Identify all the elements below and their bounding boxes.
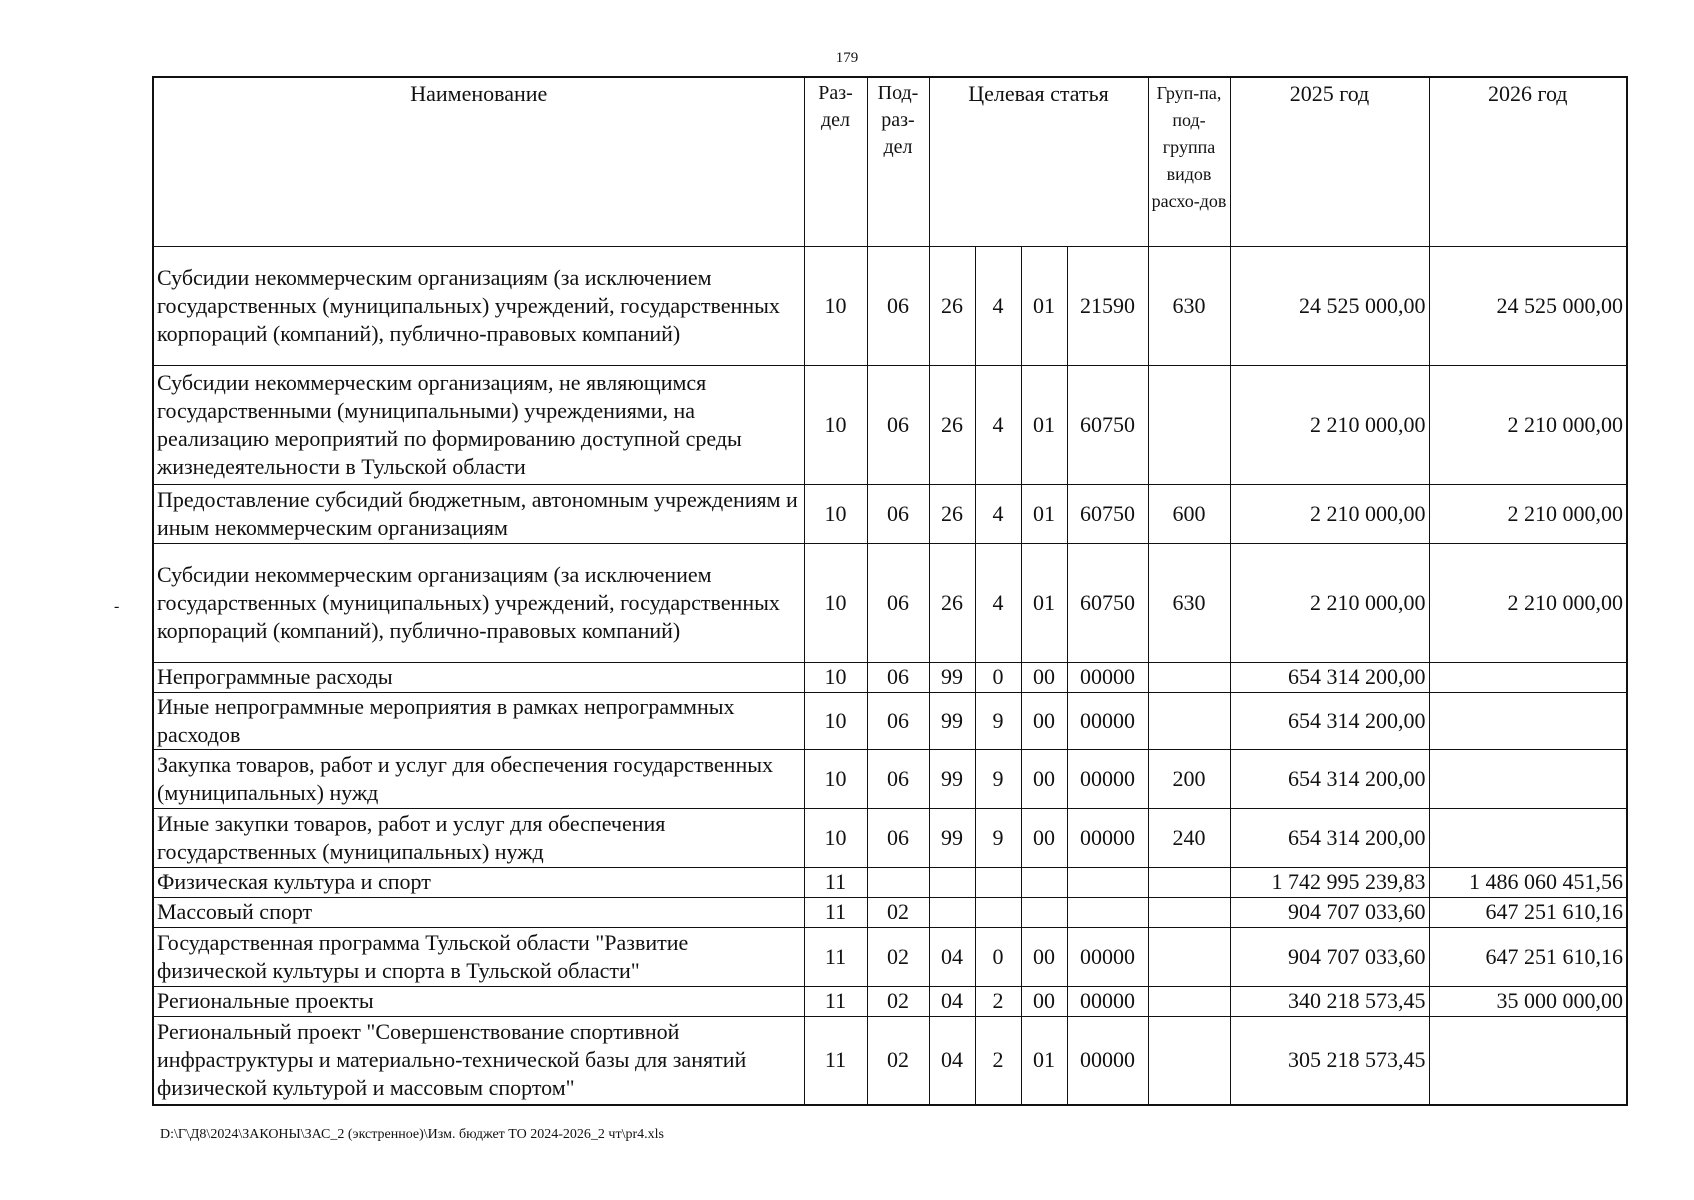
row-target-event: 00 — [1021, 927, 1067, 986]
row-name: Субсидии некоммерческим организациям (за исключением государственных (муниципальных) учреждений, государственных корпораций (компаний), публично-правовых компаний) — [153, 543, 804, 662]
row-amount-2026 — [1429, 749, 1627, 808]
row-target-subprogram: 9 — [975, 692, 1021, 749]
row-subsection: 06 — [867, 662, 929, 692]
row-section: 10 — [804, 662, 867, 692]
row-section: 11 — [804, 897, 867, 927]
row-target-subprogram: 2 — [975, 986, 1021, 1016]
header-row — [153, 77, 1627, 246]
page-number: 179 — [835, 50, 859, 66]
row-target-program — [929, 867, 975, 897]
budget-table — [152, 76, 1628, 1106]
row-target-program: 26 — [929, 246, 975, 365]
row-target-event: 00 — [1021, 692, 1067, 749]
row-target-event: 01 — [1021, 484, 1067, 543]
row-amount-2026 — [1429, 692, 1627, 749]
row-target-direction: 00000 — [1067, 749, 1148, 808]
row-target-event: 00 — [1021, 749, 1067, 808]
row-amount-2025: 654 314 200,00 — [1230, 692, 1429, 749]
row-target-program: 99 — [929, 662, 975, 692]
table-row — [153, 897, 1627, 927]
row-target-program — [929, 897, 975, 927]
row-name: Непрограммные расходы — [153, 662, 804, 692]
row-target-program: 04 — [929, 1016, 975, 1105]
row-amount-2025: 305 218 573,45 — [1230, 1016, 1429, 1105]
row-target-direction: 60750 — [1067, 543, 1148, 662]
row-amount-2026: 1 486 060 451,56 — [1429, 867, 1627, 897]
margin-mark: - — [114, 598, 120, 615]
row-amount-2026: 2 210 000,00 — [1429, 484, 1627, 543]
row-expense-group — [1148, 692, 1230, 749]
row-target-direction: 00000 — [1067, 692, 1148, 749]
row-amount-2026: 24 525 000,00 — [1429, 246, 1627, 365]
row-amount-2026: 2 210 000,00 — [1429, 543, 1627, 662]
row-target-event: 00 — [1021, 662, 1067, 692]
row-name: Физическая культура и спорт — [153, 867, 804, 897]
row-subsection — [867, 867, 929, 897]
row-section: 11 — [804, 1016, 867, 1105]
row-target-event: 01 — [1021, 543, 1067, 662]
row-subsection: 06 — [867, 749, 929, 808]
row-expense-group — [1148, 365, 1230, 484]
table-row — [153, 986, 1627, 1016]
row-target-direction: 21590 — [1067, 246, 1148, 365]
row-amount-2026 — [1429, 1016, 1627, 1105]
header-year-2025: 2025 год — [1230, 77, 1429, 246]
row-amount-2026 — [1429, 662, 1627, 692]
row-target-program: 04 — [929, 927, 975, 986]
row-subsection: 06 — [867, 692, 929, 749]
header-subsection: Под-раз-дел — [867, 77, 929, 246]
table-row — [153, 543, 1627, 662]
header-section: Раз-дел — [804, 77, 867, 246]
row-section: 10 — [804, 543, 867, 662]
row-expense-group: 630 — [1148, 543, 1230, 662]
row-amount-2025: 340 218 573,45 — [1230, 986, 1429, 1016]
header-group: Груп-па, под-группа видов расхо-дов — [1148, 77, 1230, 246]
table-row — [153, 662, 1627, 692]
row-amount-2025: 904 707 033,60 — [1230, 897, 1429, 927]
row-expense-group — [1148, 897, 1230, 927]
row-amount-2026 — [1429, 808, 1627, 867]
row-subsection: 06 — [867, 484, 929, 543]
header-target: Целевая статья — [929, 77, 1148, 246]
row-name: Региональные проекты — [153, 986, 804, 1016]
table-row — [153, 246, 1627, 365]
row-amount-2026: 2 210 000,00 — [1429, 365, 1627, 484]
row-amount-2025: 2 210 000,00 — [1230, 365, 1429, 484]
row-target-event: 00 — [1021, 986, 1067, 1016]
row-name: Субсидии некоммерческим организациям, не являющимся государственными (муниципальными) учреждениями, на реализацию мероприятий по формированию доступной среды жизнедеятельности в Тульской области — [153, 365, 804, 484]
row-expense-group — [1148, 662, 1230, 692]
row-section: 10 — [804, 808, 867, 867]
row-subsection: 02 — [867, 986, 929, 1016]
row-target-direction: 60750 — [1067, 484, 1148, 543]
header-name: Наименование — [153, 77, 804, 246]
table-row — [153, 808, 1627, 867]
row-target-subprogram — [975, 897, 1021, 927]
row-target-direction: 00000 — [1067, 808, 1148, 867]
row-name: Государственная программа Тульской области "Развитие физической культуры и спорта в Тульской области" — [153, 927, 804, 986]
row-target-subprogram: 4 — [975, 365, 1021, 484]
row-target-direction: 00000 — [1067, 927, 1148, 986]
row-amount-2025: 654 314 200,00 — [1230, 749, 1429, 808]
row-name: Предоставление субсидий бюджетным, автономным учреждениям и иным некоммерческим организациям — [153, 484, 804, 543]
row-section: 11 — [804, 986, 867, 1016]
row-amount-2026: 647 251 610,16 — [1429, 897, 1627, 927]
row-subsection: 02 — [867, 927, 929, 986]
row-target-program: 26 — [929, 543, 975, 662]
row-target-direction — [1067, 897, 1148, 927]
row-target-direction: 00000 — [1067, 986, 1148, 1016]
row-target-subprogram: 9 — [975, 749, 1021, 808]
row-name: Иные непрограммные мероприятия в рамках непрограммных расходов — [153, 692, 804, 749]
row-target-subprogram: 0 — [975, 662, 1021, 692]
row-amount-2025: 2 210 000,00 — [1230, 484, 1429, 543]
row-expense-group: 240 — [1148, 808, 1230, 867]
row-amount-2025: 654 314 200,00 — [1230, 808, 1429, 867]
row-target-event: 01 — [1021, 1016, 1067, 1105]
row-section: 11 — [804, 927, 867, 986]
row-target-direction — [1067, 867, 1148, 897]
row-subsection: 06 — [867, 543, 929, 662]
row-section: 11 — [804, 867, 867, 897]
row-expense-group — [1148, 927, 1230, 986]
row-amount-2025: 904 707 033,60 — [1230, 927, 1429, 986]
row-target-program: 04 — [929, 986, 975, 1016]
row-target-direction: 00000 — [1067, 1016, 1148, 1105]
table-row — [153, 927, 1627, 986]
row-expense-group: 600 — [1148, 484, 1230, 543]
row-target-program: 99 — [929, 692, 975, 749]
row-subsection: 06 — [867, 808, 929, 867]
row-target-program: 26 — [929, 365, 975, 484]
row-amount-2026: 647 251 610,16 — [1429, 927, 1627, 986]
row-amount-2025: 2 210 000,00 — [1230, 543, 1429, 662]
file-path-footer: D:\Г\Д8\2024\ЗАКОНЫ\ЗАС_2 (экстренное)\Изм. бюджет ТО 2024-2026_2 чт\pr4.xls — [160, 1127, 664, 1142]
row-subsection: 02 — [867, 897, 929, 927]
table-row — [153, 484, 1627, 543]
row-subsection: 06 — [867, 365, 929, 484]
row-expense-group — [1148, 1016, 1230, 1105]
row-target-subprogram: 4 — [975, 543, 1021, 662]
row-section: 10 — [804, 484, 867, 543]
row-name: Иные закупки товаров, работ и услуг для обеспечения государственных (муниципальных) нужд — [153, 808, 804, 867]
row-subsection: 02 — [867, 1016, 929, 1105]
row-amount-2026: 35 000 000,00 — [1429, 986, 1627, 1016]
row-target-subprogram: 9 — [975, 808, 1021, 867]
row-name: Массовый спорт — [153, 897, 804, 927]
table-row — [153, 365, 1627, 484]
row-section: 10 — [804, 246, 867, 365]
row-amount-2025: 654 314 200,00 — [1230, 662, 1429, 692]
row-name: Закупка товаров, работ и услуг для обеспечения государственных (муниципальных) нужд — [153, 749, 804, 808]
row-target-event: 00 — [1021, 808, 1067, 867]
row-section: 10 — [804, 749, 867, 808]
row-target-subprogram — [975, 867, 1021, 897]
row-name: Субсидии некоммерческим организациям (за исключением государственных (муниципальных) учреждений, государственных корпораций (компаний), публично-правовых компаний) — [153, 246, 804, 365]
row-target-program: 26 — [929, 484, 975, 543]
row-expense-group: 630 — [1148, 246, 1230, 365]
table-row — [153, 867, 1627, 897]
header-year-2026: 2026 год — [1429, 77, 1627, 246]
row-expense-group — [1148, 986, 1230, 1016]
row-expense-group — [1148, 867, 1230, 897]
row-section: 10 — [804, 692, 867, 749]
row-target-event — [1021, 867, 1067, 897]
row-amount-2025: 1 742 995 239,83 — [1230, 867, 1429, 897]
row-section: 10 — [804, 365, 867, 484]
row-target-subprogram: 4 — [975, 484, 1021, 543]
row-target-direction: 60750 — [1067, 365, 1148, 484]
row-target-program: 99 — [929, 808, 975, 867]
row-subsection: 06 — [867, 246, 929, 365]
table-row — [153, 749, 1627, 808]
row-target-subprogram: 0 — [975, 927, 1021, 986]
table-row — [153, 1016, 1627, 1105]
row-target-program: 99 — [929, 749, 975, 808]
row-name: Региональный проект "Совершенствование спортивной инфраструктуры и материально-технической базы для занятий физической культурой и массовым спортом" — [153, 1016, 804, 1105]
row-target-event — [1021, 897, 1067, 927]
row-target-event: 01 — [1021, 365, 1067, 484]
row-expense-group: 200 — [1148, 749, 1230, 808]
row-target-subprogram: 4 — [975, 246, 1021, 365]
row-target-event: 01 — [1021, 246, 1067, 365]
table-row — [153, 692, 1627, 749]
row-target-direction: 00000 — [1067, 662, 1148, 692]
row-amount-2025: 24 525 000,00 — [1230, 246, 1429, 365]
row-target-subprogram: 2 — [975, 1016, 1021, 1105]
